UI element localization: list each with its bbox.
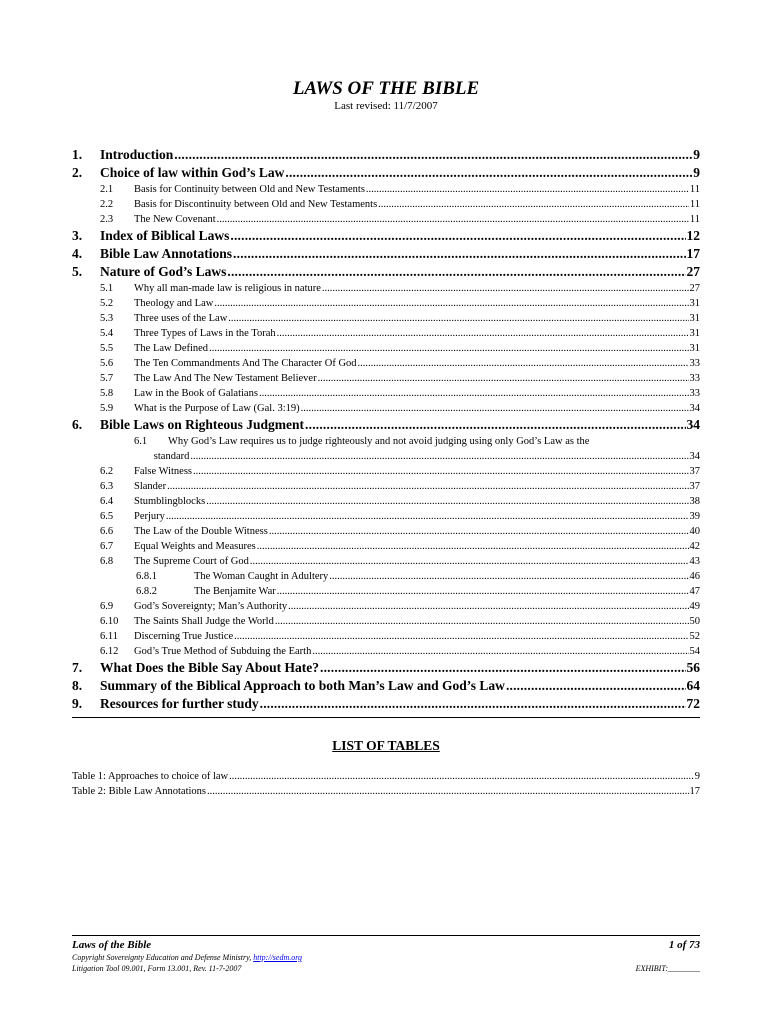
toc-entry-text: Three uses of the Law	[134, 313, 228, 324]
toc-entry-number: 6.12	[100, 646, 119, 657]
toc-entry-page: 11	[689, 199, 700, 210]
toc-entry-text: Basis for Continuity between Old and New Testaments	[134, 184, 365, 195]
leader-dots	[275, 614, 689, 629]
toc-entry-number: 6.4	[100, 496, 114, 507]
leader-dots	[318, 371, 689, 386]
toc-entry-text: The Benjamite War	[194, 586, 276, 597]
table-entry-page: 9	[694, 771, 700, 782]
toc-entry-text: Resources for further study	[100, 696, 259, 711]
footer-form-info: Litigation Tool 09.001, Form 13.001, Rev. 11-7-2007	[72, 964, 242, 973]
toc-entry[interactable]	[72, 401, 700, 416]
leader-dots	[301, 401, 689, 416]
toc-entry-page: 9	[693, 147, 700, 162]
toc-entry-page: 27	[689, 283, 700, 294]
toc-entry-page: 31	[689, 313, 700, 324]
toc-entry-number: 2.2	[100, 199, 114, 210]
leader-dots	[228, 311, 688, 326]
toc-entry[interactable]	[72, 599, 700, 614]
toc-entry[interactable]	[72, 554, 700, 569]
leader-dots	[277, 326, 689, 341]
leader-dots	[378, 197, 689, 212]
toc-entry-text: Bible Laws on Righteous Judgment	[100, 417, 305, 432]
toc-entry[interactable]	[72, 281, 700, 296]
toc-entry-page: 34	[689, 451, 700, 462]
table-entry-text: Table 2: Bible Law Annotations	[72, 786, 206, 797]
toc-entry[interactable]	[72, 416, 700, 434]
table-list-entry[interactable]	[72, 784, 700, 799]
toc-entry-number: 6.3	[100, 481, 114, 492]
leader-dots	[167, 479, 688, 494]
leader-dots	[229, 769, 694, 784]
toc-entry[interactable]	[72, 326, 700, 341]
table-of-contents	[72, 146, 700, 713]
toc-entry-number: 5.2	[100, 298, 114, 309]
toc-entry[interactable]	[72, 371, 700, 386]
toc-entry-text: The Law of the Double Witness	[134, 526, 268, 537]
leader-dots	[190, 449, 688, 464]
sedm-link[interactable]: http://sedm.org	[253, 953, 303, 962]
toc-entry-number: 6.6	[100, 526, 114, 537]
toc-entry[interactable]	[72, 434, 700, 464]
toc-entry-page: 54	[689, 646, 700, 657]
toc-entry[interactable]	[72, 479, 700, 494]
toc-entry[interactable]	[72, 659, 700, 677]
leader-dots	[288, 599, 688, 614]
toc-entry-page: 31	[689, 328, 700, 339]
toc-entry-number: 4.	[72, 246, 83, 261]
toc-entry[interactable]	[72, 227, 700, 245]
toc-entry-number: 6.8.2	[136, 586, 157, 597]
toc-entry-page: 17	[686, 246, 700, 261]
toc-entry-number: 2.	[72, 165, 83, 180]
toc-entry-text: Nature of God’s Laws	[100, 264, 227, 279]
leader-dots	[269, 524, 689, 539]
toc-entry-page: 52	[689, 631, 700, 642]
leader-dots	[506, 677, 686, 695]
toc-entry-text: Choice of law within God’s Law	[100, 165, 285, 180]
page-footer	[72, 938, 700, 974]
toc-entry[interactable]	[72, 695, 700, 713]
toc-entry-number: 5.4	[100, 328, 114, 339]
toc-entry-page: 64	[686, 678, 700, 693]
toc-entry-page: 37	[689, 466, 700, 477]
toc-entry[interactable]	[72, 614, 700, 629]
toc-entry-number: 1.	[72, 147, 83, 162]
toc-entry-page: 37	[689, 481, 700, 492]
toc-entry-page: 50	[689, 616, 700, 627]
revision-date: Last revised: 11/7/2007	[334, 100, 438, 112]
toc-entry-text: Theology and Law	[134, 298, 214, 309]
leader-dots	[230, 227, 685, 245]
list-of-tables-heading: LIST OF TABLES	[332, 738, 440, 753]
leader-dots	[305, 416, 685, 434]
toc-entry-number: 5.	[72, 264, 83, 279]
toc-entry-text: Stumblingblocks	[134, 496, 206, 507]
toc-entry-number: 9.	[72, 696, 83, 711]
toc-entry-page: 38	[689, 496, 700, 507]
toc-entry-text: God’s Sovereignty; Man’s Authority	[134, 601, 288, 612]
toc-entry-number: 6.8.1	[136, 571, 157, 582]
document-title: LAWS OF THE BIBLE	[292, 78, 480, 99]
toc-entry-text: What is the Purpose of Law (Gal. 3:19)	[134, 403, 300, 414]
toc-entry-page: 33	[689, 388, 700, 399]
toc-entry[interactable]	[72, 677, 700, 695]
leader-dots	[285, 164, 692, 182]
leader-dots	[257, 539, 689, 554]
toc-entry[interactable]	[72, 569, 700, 584]
footer-page-number: 1 of 73	[668, 939, 700, 951]
toc-entry[interactable]	[72, 584, 700, 599]
footer-divider	[72, 935, 700, 936]
divider	[72, 717, 700, 718]
toc-entry-text: Introduction	[100, 147, 174, 162]
leader-dots	[259, 386, 689, 401]
leader-dots	[358, 356, 689, 371]
toc-entry-text: Index of Biblical Laws	[100, 228, 230, 243]
toc-entry-number: 5.9	[100, 403, 114, 414]
leader-dots	[166, 509, 689, 524]
toc-entry-number: 6.10	[100, 616, 119, 627]
toc-entry-text: The Woman Caught in Adultery	[194, 571, 329, 582]
toc-entry-page: 42	[689, 541, 700, 552]
toc-entry[interactable]	[72, 509, 700, 524]
toc-entry[interactable]	[72, 245, 700, 263]
leader-dots	[193, 464, 688, 479]
leader-dots	[329, 569, 688, 584]
leader-dots	[174, 146, 692, 164]
toc-entry-number: 5.1	[100, 283, 114, 294]
toc-entry-text: Bible Law Annotations	[100, 246, 233, 261]
toc-entry-text: Perjury	[134, 511, 165, 522]
leader-dots	[250, 554, 689, 569]
leader-dots	[207, 784, 689, 799]
toc-entry-text: Summary of the Biblical Approach to both Man’s Law and God’s Law	[100, 678, 505, 693]
list-of-tables	[72, 769, 700, 799]
toc-entry-text: The Supreme Court of God	[134, 556, 249, 567]
toc-entry-text: The New Covenant	[134, 214, 216, 225]
leader-dots	[320, 659, 685, 677]
toc-entry-number: 7.	[72, 660, 83, 675]
footer-copyright: Copyright Sovereignty Education and Defense Ministry, http://sedm.org	[72, 953, 303, 962]
toc-entry[interactable]	[72, 182, 700, 197]
toc-entry-text: The Law And The New Testament Believer	[134, 373, 317, 384]
table-entry-text: Table 1: Approaches to choice of law	[72, 771, 229, 782]
toc-entry-page: 49	[689, 601, 700, 612]
toc-entry-number: 8.	[72, 678, 83, 693]
footer-doc-title: Laws of the Bible	[72, 939, 152, 951]
toc-entry[interactable]	[72, 524, 700, 539]
toc-entry-page: 27	[686, 264, 700, 279]
toc-entry-text: Three Types of Laws in the Torah	[134, 328, 276, 339]
toc-entry-text: Basis for Discontinuity between Old and New Testaments	[134, 199, 378, 210]
leader-dots	[312, 644, 688, 659]
toc-entry-page: 56	[686, 660, 700, 675]
toc-entry-page: 47	[689, 586, 700, 597]
toc-entry-page: 31	[689, 298, 700, 309]
leader-dots	[277, 584, 689, 599]
table-list-entry[interactable]	[72, 769, 700, 784]
toc-entry[interactable]	[72, 197, 700, 212]
toc-entry-page: 34	[686, 417, 700, 432]
toc-entry-page: 11	[689, 184, 700, 195]
toc-entry-number: 6.2	[100, 466, 114, 477]
toc-entry[interactable]	[72, 386, 700, 401]
toc-entry-page: 72	[686, 696, 700, 711]
toc-entry[interactable]	[72, 644, 700, 659]
leader-dots	[209, 341, 688, 356]
leader-dots	[217, 212, 689, 227]
toc-entry-text: God’s True Method of Subduing the Earth	[134, 646, 312, 657]
toc-entry-page: 39	[689, 511, 700, 522]
leader-dots	[260, 695, 686, 713]
toc-entry-page: 33	[689, 358, 700, 369]
toc-entry[interactable]	[72, 464, 700, 479]
toc-entry-page: 11	[689, 214, 700, 225]
leader-dots	[227, 263, 685, 281]
leader-dots	[366, 182, 689, 197]
footer-exhibit: EXHIBIT:________	[635, 964, 700, 973]
leader-dots	[234, 629, 688, 644]
toc-entry-page: 33	[689, 373, 700, 384]
toc-entry-text: False Witness	[134, 466, 193, 477]
toc-entry[interactable]	[72, 263, 700, 281]
toc-entry-page: 46	[689, 571, 700, 582]
toc-entry-number: 2.3	[100, 214, 114, 225]
toc-entry-page: 9	[693, 165, 700, 180]
toc-entry[interactable]	[72, 356, 700, 371]
toc-entry-page: 31	[689, 343, 700, 354]
toc-entry-text: Law in the Book of Galatians	[134, 388, 258, 399]
toc-entry-page: 34	[689, 403, 700, 414]
toc-entry-number: 2.1	[100, 184, 114, 195]
toc-entry-number: 6.8	[100, 556, 114, 567]
toc-entry-page: 12	[686, 228, 700, 243]
toc-entry-number: 6.1	[134, 436, 148, 447]
toc-entry-page: 43	[689, 556, 700, 567]
toc-entry-text: Discerning True Justice	[134, 631, 234, 642]
leader-dots	[206, 494, 688, 509]
toc-entry-number: 5.3	[100, 313, 114, 324]
toc-entry-text: Why all man-made law is religious in nature	[134, 283, 321, 294]
toc-entry-text: Equal Weights and Measures	[134, 541, 256, 552]
toc-entry-number: 6.	[72, 417, 83, 432]
toc-entry-text-continued: standard	[153, 451, 190, 462]
toc-entry[interactable]	[72, 494, 700, 509]
toc-entry-text: The Saints Shall Judge the World	[134, 616, 274, 627]
toc-entry-text: The Ten Commandments And The Character Of God	[134, 358, 357, 369]
toc-entry-number: 5.8	[100, 388, 114, 399]
leader-dots	[233, 245, 685, 263]
toc-entry[interactable]	[72, 311, 700, 326]
toc-entry[interactable]	[72, 146, 700, 164]
toc-entry-number: 5.7	[100, 373, 114, 384]
toc-entry-number: 5.6	[100, 358, 114, 369]
toc-entry[interactable]	[72, 539, 700, 554]
toc-entry-page: 40	[689, 526, 700, 537]
leader-dots	[322, 281, 689, 296]
toc-entry-number: 3.	[72, 228, 83, 243]
toc-entry-number: 6.5	[100, 511, 114, 522]
toc-entry[interactable]	[72, 296, 700, 311]
toc-entry-number: 6.9	[100, 601, 114, 612]
toc-entry-text: What Does the Bible Say About Hate?	[100, 660, 320, 675]
leader-dots	[214, 296, 688, 311]
toc-entry[interactable]	[72, 212, 700, 227]
toc-entry[interactable]	[72, 341, 700, 356]
toc-entry-text: The Law Defined	[134, 343, 209, 354]
toc-entry[interactable]	[72, 629, 700, 644]
toc-entry-text: Why God’s Law requires us to judge righteously and not avoid judging using only God’s Law as the	[168, 436, 590, 447]
toc-entry-text: Slander	[134, 481, 167, 492]
toc-entry[interactable]	[72, 164, 700, 182]
toc-entry-number: 5.5	[100, 343, 114, 354]
toc-entry-number: 6.11	[100, 631, 118, 642]
toc-entry-number: 6.7	[100, 541, 114, 552]
table-entry-page: 17	[689, 786, 700, 797]
